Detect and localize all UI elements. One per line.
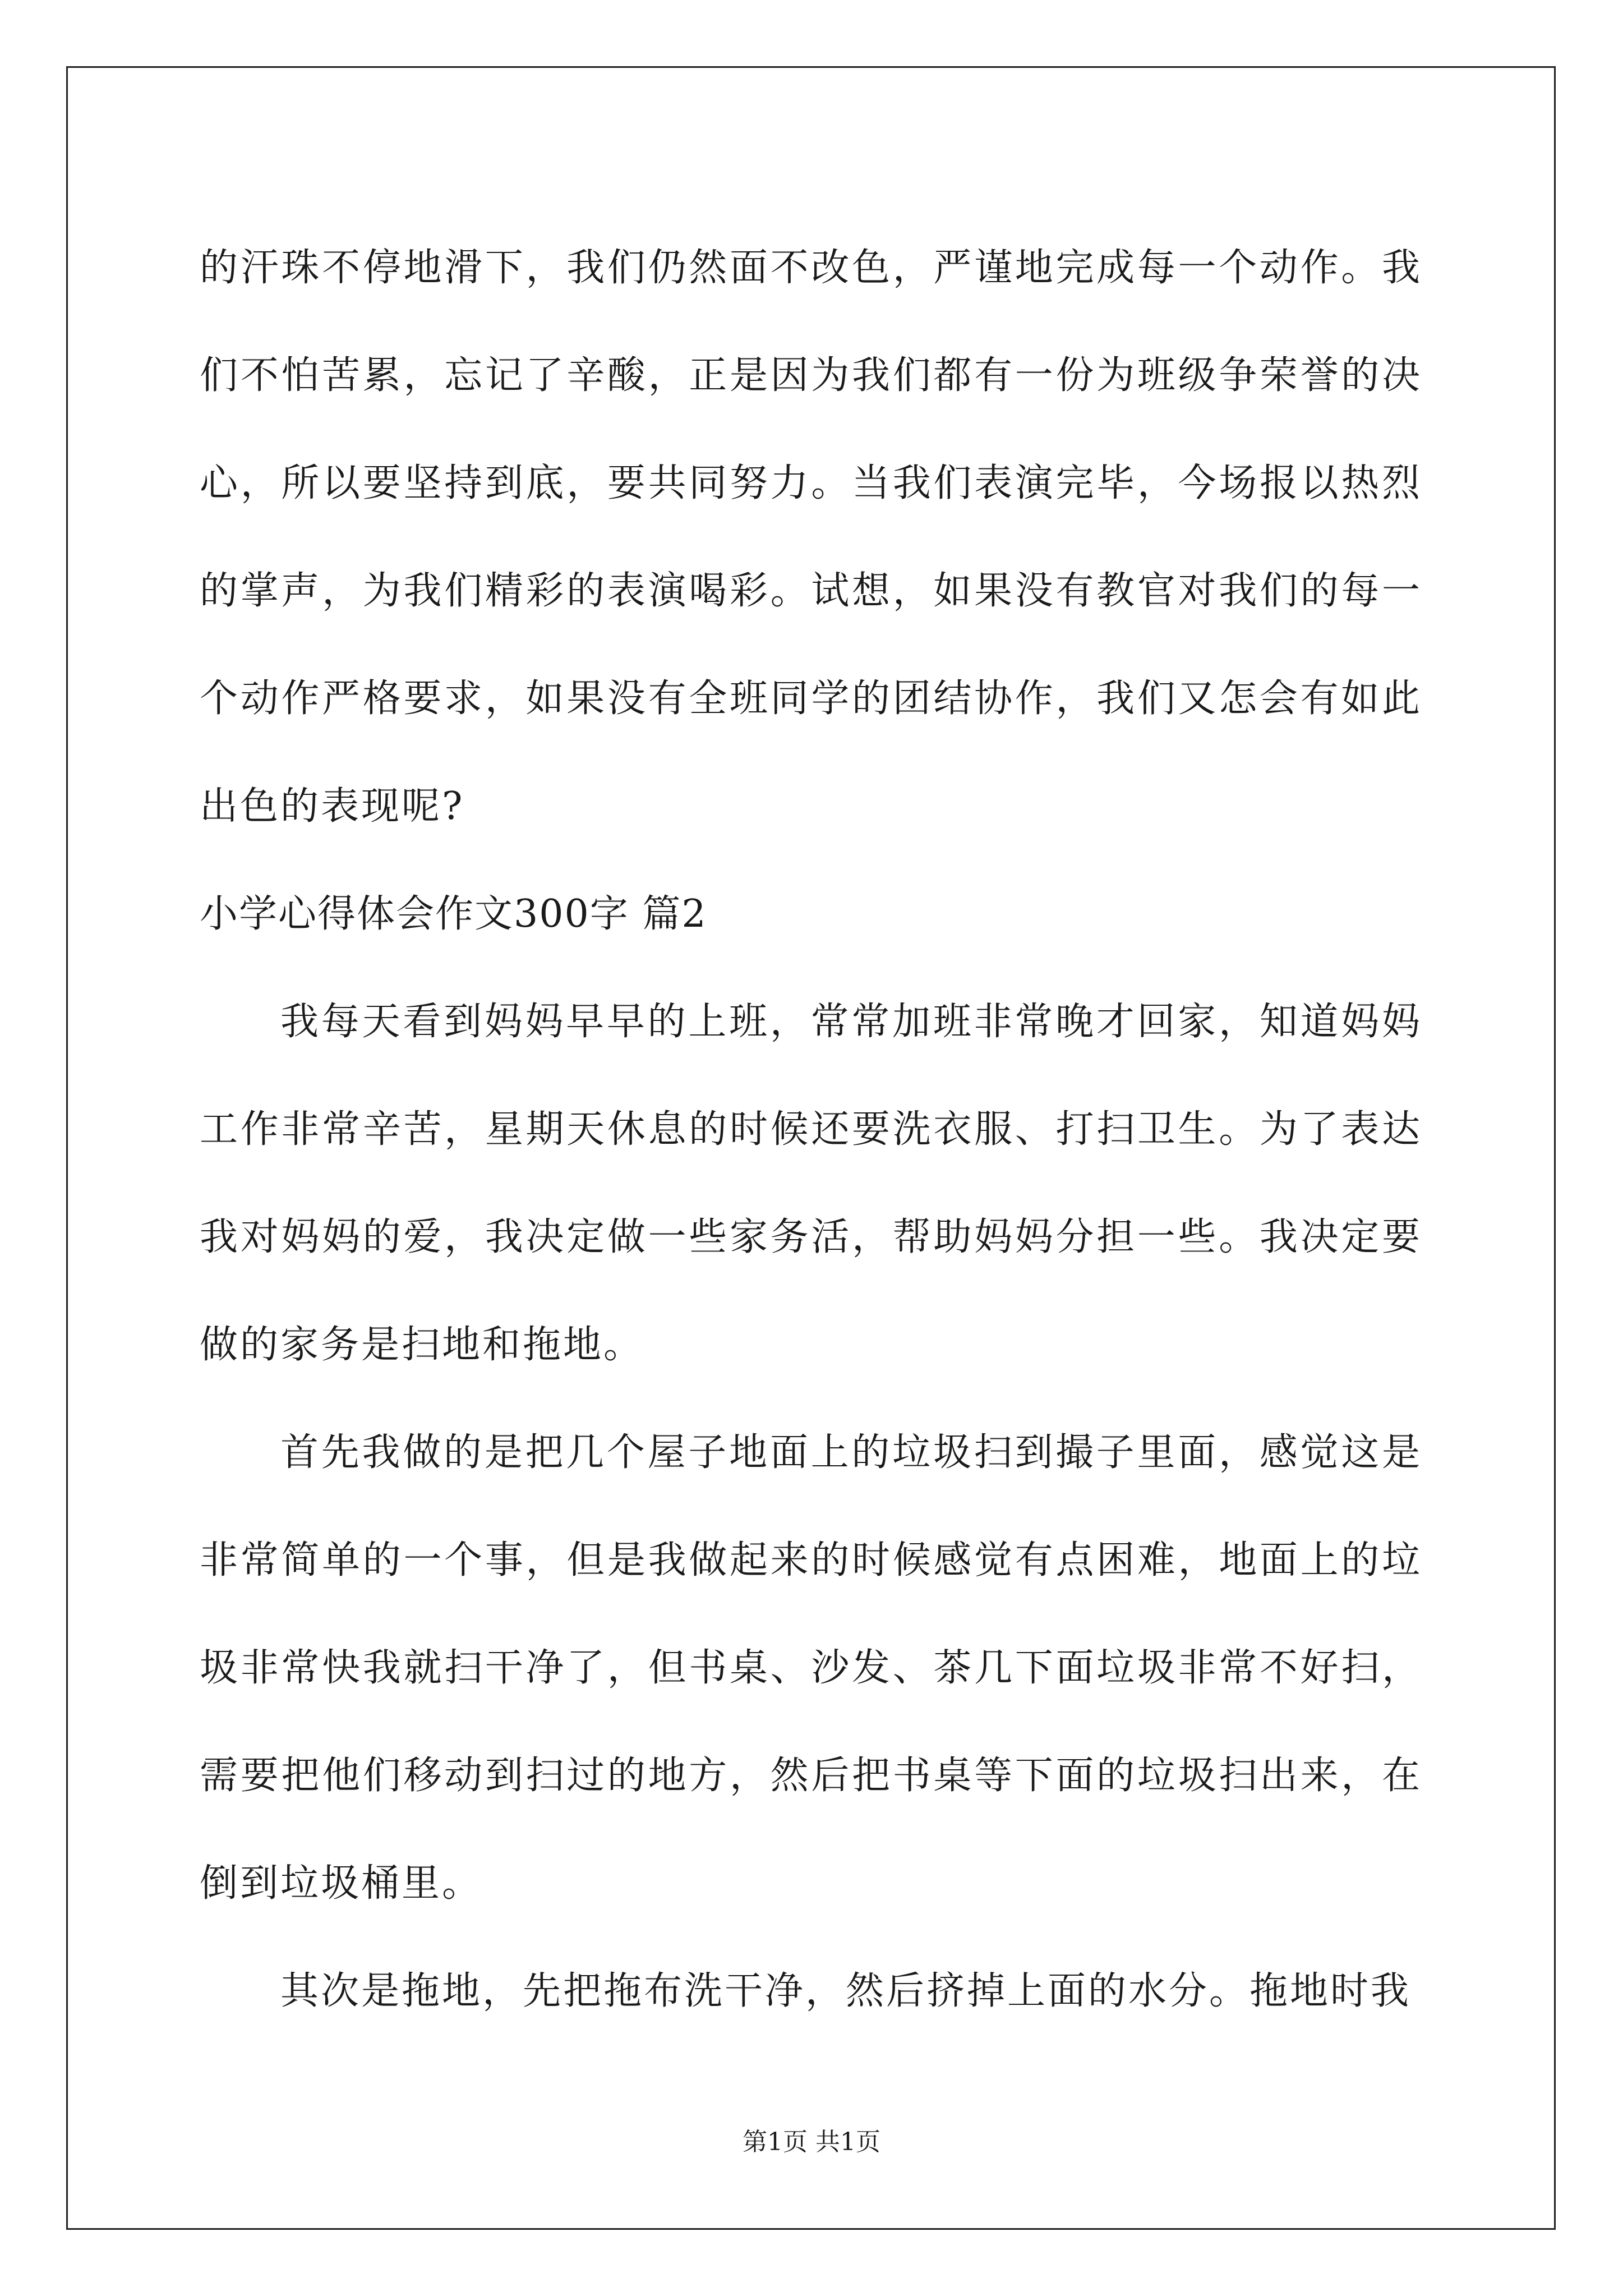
paragraph-1: 我每天看到妈妈早早的上班，常常加班非常晚才回家，知道妈妈工作非常辛苦，星期天休息的时候还要洗衣服、打扫卫生。为了表达我对妈妈的爱，我决定做一些家务活，帮助妈妈分担一些。我决定要做的家务是扫地和拖地。 (200, 1000, 1422, 1367)
paragraph-continued: 的汗珠不停地滑下，我们仍然面不改色，严谨地完成每一个动作。我们不怕苦累，忘记了辛酸，正是因为我们都有一份为班级争荣誉的决心，所以要坚持到底，要共同努力。当我们表演完毕，今场报以热烈的掌声，为我们精彩的表演喝彩。试想，如果没有教官对我们的每一个动作严格要求，如果没有全班同学的团结协作，我们又怎会有如此出色的表现呢? (200, 246, 1422, 829)
page-footer: 第1页 共1页 (743, 2128, 880, 2156)
document-body (200, 214, 1422, 2045)
paragraph-3: 其次是拖地，先把拖布洗干净，然后挤掉上面的水分。拖地时我 (280, 1969, 1412, 2013)
paragraph-2: 首先我做的是把几个屋子地面上的垃圾扫到撮子里面，感觉这是非常简单的一个事，但是我做起来的时候感觉有点困难，地面上的垃圾非常快我就扫干净了，但书桌、沙发、茶几下面垃圾非常不好扫，需要把他们移动到扫过的地方，然后把书桌等下面的垃圾扫出来，在倒到垃圾桶里。 (200, 1430, 1422, 1906)
section-heading: 小学心得体会作文300字 篇2 (200, 892, 707, 936)
